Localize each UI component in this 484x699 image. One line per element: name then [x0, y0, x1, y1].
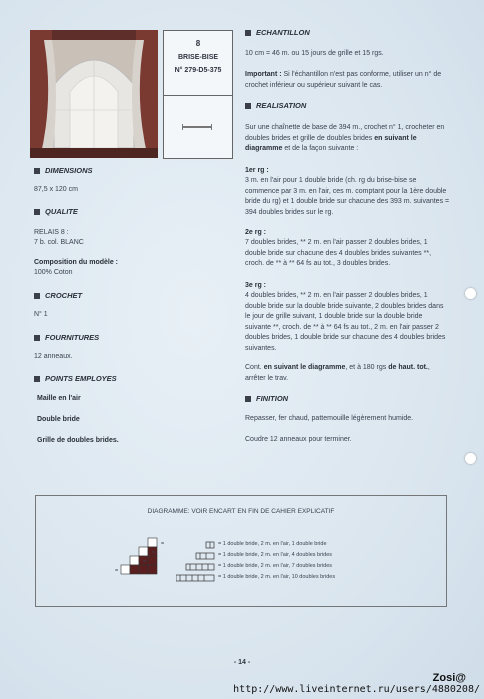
curtain-photo: [30, 30, 158, 158]
finition-text1: Repasser, fer chaud, pattemouille légèrement humide.: [245, 415, 414, 422]
staircase-diagram-icon: [108, 534, 168, 590]
important-note: Important : Si l'échantillon n'est pas conforme, utiliser un n° de crochet inférieur ou supérieur suivant le cas.: [245, 71, 442, 89]
composition-value: 100% Coton: [34, 269, 73, 276]
fournitures-heading: FOURNITURES: [34, 333, 99, 342]
binder-hole: [465, 288, 476, 299]
qualite-line1: RELAIS 8 :: [34, 229, 69, 236]
bullet-square-icon: [245, 30, 251, 36]
finition-heading: FINITION: [245, 394, 288, 403]
continue-text: Cont. en suivant le diagramme, et à 180 rgs de haut. tot., arrêter le trav.: [245, 364, 430, 382]
crochet-heading: CROCHET: [34, 291, 82, 300]
realisation-heading: REALISATION: [245, 101, 306, 110]
qualite-heading: QUALITE: [34, 207, 78, 216]
legend-item: = 1 double bride, 2 m. en l'air, 7 doubles brides: [218, 563, 333, 569]
qualite-line2: 7 b. col. BLANC: [34, 239, 84, 246]
equals-sign: =: [143, 559, 147, 565]
finition-text2: Coudre 12 anneaux pour terminer.: [245, 436, 352, 443]
watermark-name: Zosi@: [432, 672, 466, 684]
legend-item: = 1 double bride, 2 m. en l'air, 1 double bride: [218, 541, 327, 547]
composition-label: Composition du modèle :: [34, 259, 118, 266]
fournitures-text: 12 anneaux.: [34, 353, 73, 360]
bullet-square-icon: [245, 103, 251, 109]
row2-label: 2e rg :: [245, 229, 267, 236]
points-heading: POINTS EMPLOYES: [34, 374, 117, 383]
row1-label: 1er rg :: [245, 167, 269, 174]
echantillon-text: 10 cm = 46 m. ou 15 jours de grille et 15 rgs.: [245, 50, 384, 57]
legend-item: = 1 double bride, 2 m. en l'air, 4 doubles brides: [218, 552, 333, 558]
dimensions-heading: DIMENSIONS: [34, 166, 93, 175]
row3-label: 3e rg :: [245, 282, 267, 289]
bullet-square-icon: [34, 168, 40, 174]
bullet-square-icon: [34, 293, 40, 299]
reference-box: [163, 30, 233, 96]
diagram-box: [35, 495, 447, 607]
legend-item: = 1 double bride, 2 m. en l'air, 10 doubles brides: [218, 574, 336, 580]
row1-text: 3 m. en l'air pour 1 double bride (ch. rg du brise-bise se commence par 3 m. en l'air, ces m. comptant pour la 1ère double bride du rg) et 1 double bride sur chacune des 393 m. suivantes = 394 doubles brides sur le rg.: [245, 177, 450, 216]
row2-text: 7 doubles brides, ** 2 m. en l'air passer 2 doubles brides, 1 double bride sur chacune des 4 doubles brides suivantes **, croch. de ** à ** 64 fs au tot., 3 doubles brides.: [245, 239, 432, 267]
bullet-square-icon: [34, 376, 40, 382]
page-number: - 14 -: [233, 659, 251, 666]
realisation-intro: Sur une chaînette de base de 394 m., crochet n° 1, crocheter en doubles brides et grille de doubles brides en suivant le diagramme et de la façon suivante :: [245, 124, 445, 152]
binder-hole: [465, 453, 476, 464]
point-item: Grille de doubles brides.: [37, 437, 119, 444]
sample-box: [163, 95, 233, 159]
equals-sign: =: [152, 550, 156, 556]
crochet-text: N° 1: [34, 311, 48, 318]
ruler-icon: [182, 126, 212, 128]
point-item: Maille en l'air: [37, 395, 81, 402]
pattern-code: N° 279-D5-375: [174, 67, 222, 74]
diagram-title: DIAGRAMME: VOIR ENCART EN FIN DE CAHIER EXPLICATIF: [147, 508, 335, 515]
bullet-square-icon: [34, 335, 40, 341]
equals-sign: =: [115, 568, 119, 574]
equals-sign: =: [161, 541, 165, 547]
pattern-name: BRISE-BISE: [177, 54, 219, 61]
stitch-symbols-icon: [176, 540, 216, 590]
echantillon-heading: ECHANTILLON: [245, 28, 310, 37]
pattern-number: 8: [195, 39, 201, 48]
point-item: Double bride: [37, 416, 80, 423]
watermark-url[interactable]: http://www.liveinternet.ru/users/4880208/: [233, 684, 480, 695]
bullet-square-icon: [34, 209, 40, 215]
row3-text: 4 doubles brides, ** 2 m. en l'air passer 2 doubles brides, 1 double bride sur la double bride suivante, 2 doubles brides dans le jour de grille suivant, 1 double bride sur la double bride suivante **, croch. de ** à ** 64 fs au tot., 2 m. en l'air passer 2 doubles brides, 1 double bride sur chacune des 4 doubles brides suivantes.: [245, 292, 446, 352]
bullet-square-icon: [245, 396, 251, 402]
curtain-photo-icon: [30, 30, 158, 158]
dimensions-text: 87,5 x 120 cm: [34, 186, 78, 193]
